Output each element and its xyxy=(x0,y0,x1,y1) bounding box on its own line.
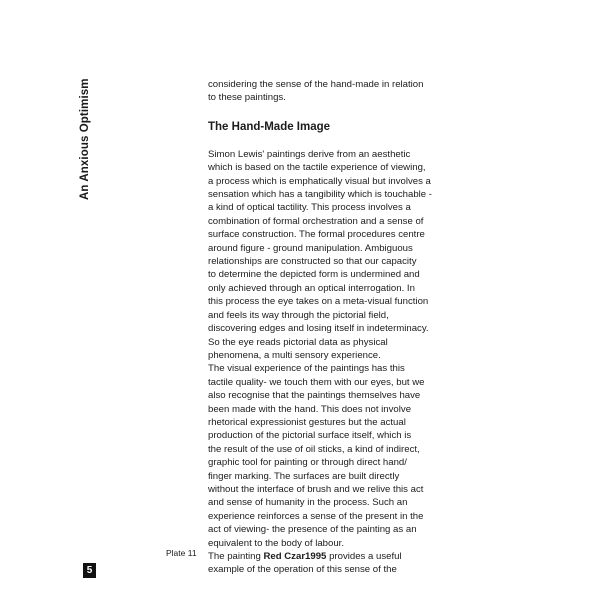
text-line: a kind of optical tactility. This process involves a xyxy=(208,202,411,214)
text-run: provides a useful xyxy=(326,551,402,562)
text-line xyxy=(208,550,460,563)
text-line: Simon Lewis' paintings derive from an aesthetic xyxy=(208,148,411,160)
text-line: example of the operation of this sense of the xyxy=(208,564,397,576)
text-run: The painting xyxy=(208,551,264,562)
text-line: and sense of humanity in the process. Such an xyxy=(208,497,408,509)
paragraph-hand-made xyxy=(208,362,460,550)
intro-paragraph xyxy=(208,78,460,105)
text-line: only achieved through an optical interrogation. In xyxy=(208,282,415,294)
text-line: tactile quality- we touch them with our eyes, but we xyxy=(208,376,425,388)
text-line: discovering edges and losing itself in indeterminacy. xyxy=(208,323,429,335)
text-line: So the eye reads pictorial data as physical xyxy=(208,336,388,348)
text-line: relationships are constructed so that our capacity xyxy=(208,256,417,268)
painting-title: Red Czar1995 xyxy=(263,551,327,562)
text-line: graphic tool for painting or through direct hand/ xyxy=(208,457,407,469)
section-heading: The Hand-Made Image xyxy=(208,120,331,133)
text-line: considering the sense of the hand-made in relation xyxy=(208,79,424,90)
text-line: to determine the depicted form is undermined and xyxy=(208,269,420,281)
text-line: this process the eye takes on a meta-visual function xyxy=(208,296,429,308)
plate-label: Plate 11 xyxy=(166,548,197,558)
paragraph-red-czar xyxy=(208,550,460,577)
text-line: the result of the use of oil sticks, a kind of indirect, xyxy=(208,443,420,455)
text-line: production of the pictorial surface itself, which is xyxy=(208,430,412,442)
text-line: experience reinforces a sense of the present in the xyxy=(208,510,424,522)
text-column xyxy=(208,78,460,577)
running-title: An Anxious Optimism xyxy=(79,78,91,200)
text-line: The visual experience of the paintings has this xyxy=(208,363,405,375)
text-line: phenomena, a multi sensory experience. xyxy=(208,349,381,361)
page-number: 5 xyxy=(83,563,96,578)
text-line: without the interface of brush and we relive this act xyxy=(208,483,424,495)
text-line: which is based on the tactile experience of viewing, xyxy=(208,162,426,174)
text-line: also recognise that the paintings themselves have xyxy=(208,390,421,402)
text-line: combination of formal orchestration and a sense of xyxy=(208,215,424,227)
text-line: around figure - ground manipulation. Ambiguous xyxy=(208,242,413,254)
text-line: sensation which has a tangibility which is touchable - xyxy=(208,189,432,201)
text-line: act of viewing- the presence of the painting as an xyxy=(208,524,417,536)
paragraph-tactility xyxy=(208,148,460,363)
text-line: a process which is emphatically visual but involves a xyxy=(208,175,431,187)
text-line: rhetorical expressionist gestures but the actual xyxy=(208,416,406,428)
text-line: and feels its way through the pictorial field, xyxy=(208,309,389,321)
text-line: been made with the hand. This does not involve xyxy=(208,403,412,415)
text-line: surface construction. The formal procedures centre xyxy=(208,229,425,241)
text-line: to these paintings. xyxy=(208,92,286,104)
text-line: finger marking. The surfaces are built directly xyxy=(208,470,400,482)
text-line: equivalent to the body of labour. xyxy=(208,537,345,549)
